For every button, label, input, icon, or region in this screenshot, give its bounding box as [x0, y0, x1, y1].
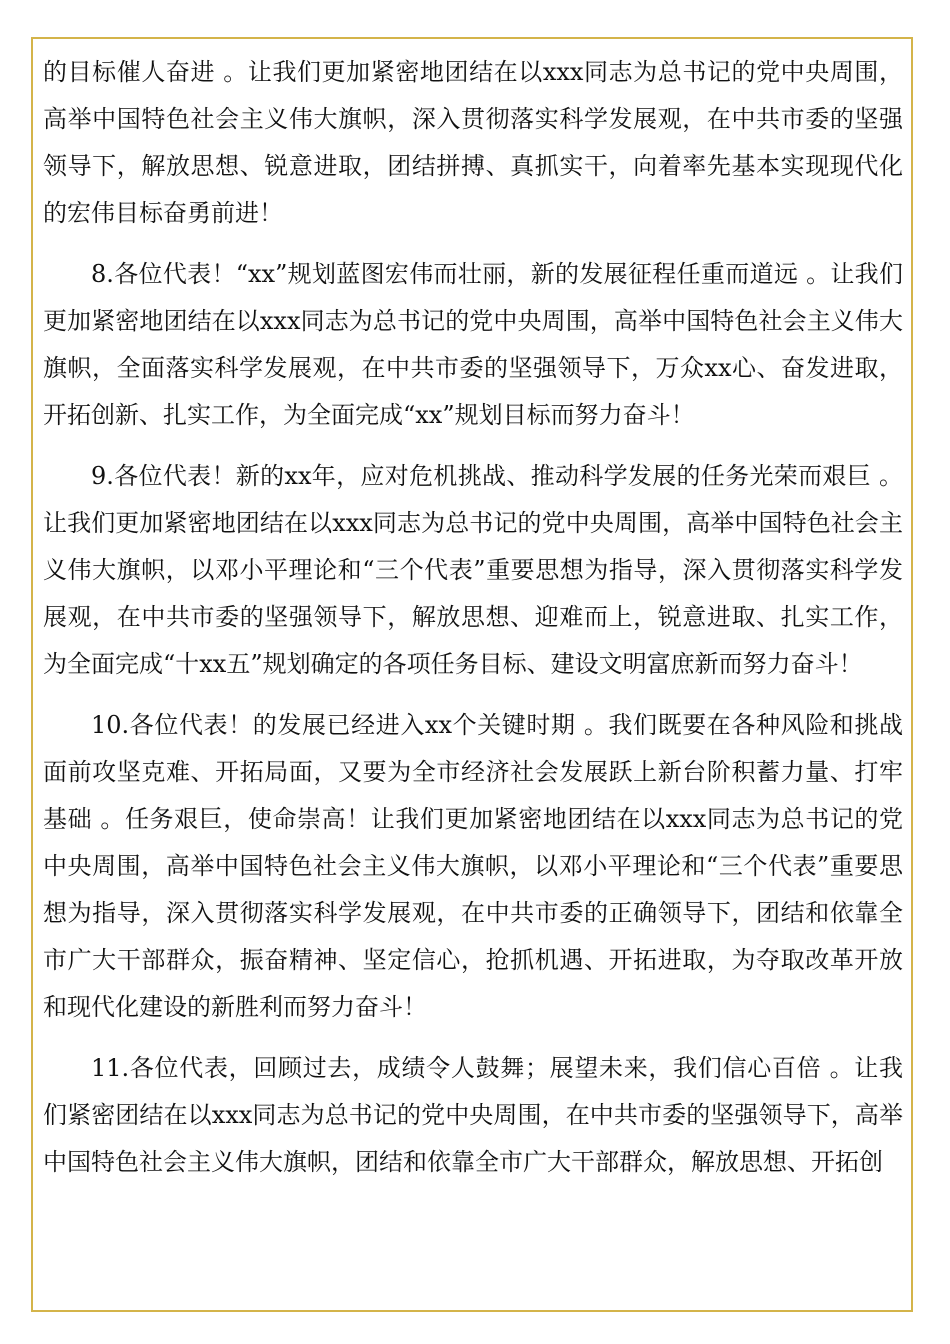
paragraph-10: 10.各位代表！的发展已经进入xx个关键时期 。我们既要在各种风险和挑战面前攻坚克难、开拓局面，又要为全市经济社会发展跃上新台阶积蓄力量、打牢基础 。任务艰巨，使命崇高！让我们更加紧密地团结在以xxx同志为总书记的党中央周围，高举中国特色社会主义伟大旗帜，以邓小平理论和“三个代表”重要思想为指导，深入贯彻落实科学发展观，在中共市委的正确领导下，团结和依靠全市广大干部群众，振奋精神、坚定信心，抢抓机遇、开拓进取，为夺取改革开放和现代化建设的新胜利而努力奋斗！: [43, 711, 903, 1021]
paragraph-continued: 的目标催人奋进 。让我们更加紧密地团结在以xxx同志为总书记的党中央周围，高举中国特色社会主义伟大旗帜，深入贯彻落实科学发展观，在中共市委的坚强领导下，解放思想、锐意进取，团结拼搏、真抓实干，向着率先基本实现现代化的宏伟目标奋勇前进！: [43, 58, 903, 227]
document-body: [33, 39, 911, 1186]
paragraph-11: 11.各位代表，回顾过去，成绩令人鼓舞；展望未来，我们信心百倍 。让我们紧密团结在以xxx同志为总书记的党中央周围，在中共市委的坚强领导下，高举中国特色社会主义伟大旗帜，团结和依靠全市广大干部群众，解放思想、开拓创: [43, 1054, 903, 1176]
paragraph-9: 9.各位代表！新的xx年，应对危机挑战、推动科学发展的任务光荣而艰巨 。让我们更加紧密地团结在以xxx同志为总书记的党中央周围，高举中国特色社会主义伟大旗帜，以邓小平理论和“三个代表”重要思想为指导，深入贯彻落实科学发展观，在中共市委的坚强领导下，解放思想、迎难而上，锐意进取、扎实工作，为全面完成“十xx五”规划确定的各项任务目标、建设文明富庶新而努力奋斗！: [43, 462, 903, 678]
page-frame: [31, 37, 913, 1312]
paragraph-8: 8.各位代表！“xx”规划蓝图宏伟而壮丽，新的发展征程任重而道远 。让我们更加紧密地团结在以xxx同志为总书记的党中央周围，高举中国特色社会主义伟大旗帜，全面落实科学发展观，在中共市委的坚强领导下，万众xx心、奋发进取，开拓创新、扎实工作，为全面完成“xx”规划目标而努力奋斗！: [43, 260, 903, 429]
